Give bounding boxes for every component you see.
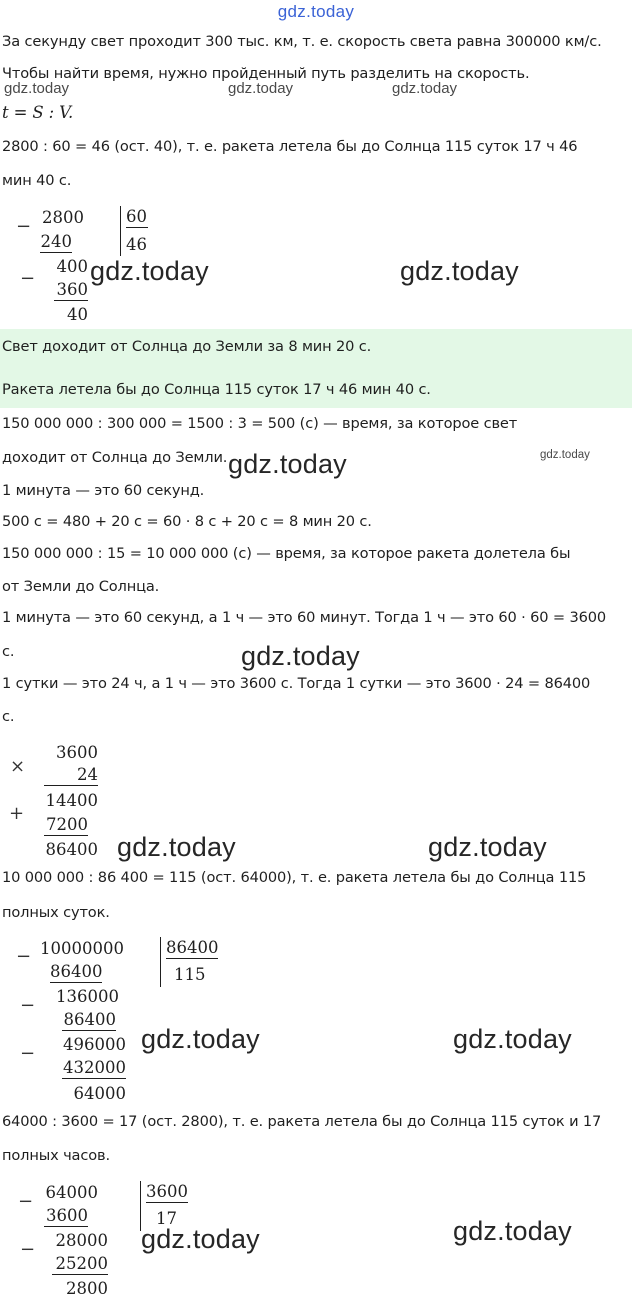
dividend: 10000000 (40, 939, 124, 958)
watermark: gdz.today (428, 832, 547, 862)
answer-rocket-time: Ракета летела бы до Солнца 115 суток 17 ч 46 мин 40 с. (2, 381, 431, 398)
text-line-2800-div-60: 2800 : 60 = 46 (ост. 40), т. е. ракета летела бы до Солнца 115 суток 17 ч 46 (2, 138, 578, 155)
subtrahend: 360 (54, 280, 88, 301)
quotient: 46 (126, 235, 147, 254)
product: 86400 (45, 840, 98, 859)
dividend: 2800 (42, 208, 84, 227)
divisor: 60 (126, 207, 147, 226)
minus-sign: − (20, 1239, 36, 1260)
text-line-light-speed: За секунду свет проходит 300 тыс. км, т. е. скорость света равна 300000 км/с. (2, 33, 602, 50)
watermark: gdz.today (241, 641, 360, 671)
division-bar (160, 937, 161, 987)
text-line-days-calc: 10 000 000 : 86 400 = 115 (ост. 64000), т. е. ракета летела бы до Солнца 115 (2, 869, 587, 886)
subtrahend: 240 (40, 232, 72, 251)
minus-sign: − (20, 1043, 36, 1064)
text-line-light-calc: 150 000 000 : 300 000 = 1500 : 3 = 500 (с) — время, за которое свет (2, 415, 518, 432)
remainder: 2800 (66, 1279, 108, 1298)
text-line-full-days: полных суток. (2, 904, 110, 921)
subtrahend: 86400 (50, 962, 103, 981)
watermark: gdz.today (453, 1216, 572, 1246)
minus-sign: − (16, 216, 32, 237)
watermark: gdz.today (540, 449, 590, 461)
minus-sign: − (16, 946, 32, 967)
quotient: 17 (156, 1209, 177, 1228)
partial-product: 14400 (45, 791, 98, 810)
watermark: gdz.today (392, 80, 458, 97)
text-line-find-time: Чтобы найти время, нужно пройденный путь разделить на скорость. (2, 65, 530, 82)
watermark: gdz.today (117, 832, 236, 862)
subtrahend: 86400 (63, 1010, 116, 1029)
watermark: gdz.today (4, 80, 70, 97)
remainder-step: 136000 (56, 987, 119, 1006)
watermark: gdz.today (228, 80, 294, 97)
plus-sign: + (9, 803, 25, 824)
text-line-hour: 1 минута — это 60 секунд, а 1 ч — это 60 минут. Тогда 1 ч — это 60 · 60 = 3600 (2, 609, 606, 626)
formula-time: t = S : V. (2, 103, 74, 122)
remainder-step: 400 (56, 257, 88, 276)
quotient: 115 (174, 965, 206, 984)
text-line-day-unit: с. (2, 708, 15, 725)
division-bar (120, 206, 121, 256)
watermark: gdz.today (228, 449, 347, 479)
subtrahend: 3600 (46, 1206, 88, 1225)
text-line-full-hours: полных часов. (2, 1147, 110, 1164)
text-line-500-sec: 500 с = 480 + 20 с = 60 · 8 с + 20 с = 8 мин 20 с. (2, 513, 372, 530)
remainder-step: 496000 (63, 1035, 126, 1054)
text-line-day: 1 сутки — это 24 ч, а 1 ч — это 3600 с. Тогда 1 сутки — это 3600 · 24 = 86400 (2, 675, 591, 692)
multiplicand: 3600 (56, 743, 98, 762)
minus-sign: − (18, 1191, 34, 1212)
divisor: 3600 (146, 1182, 188, 1201)
partial-product: 7200 (46, 815, 88, 834)
minus-sign: − (20, 995, 36, 1016)
times-sign: × (10, 756, 26, 777)
text-line-rocket-calc: 150 000 000 : 15 = 10 000 000 (с) — время, за которое ракета долетела бы (2, 545, 571, 562)
text-line-light-calc-end: доходит от Солнца до Земли. (2, 449, 228, 466)
text-line-rocket-calc-end: от Земли до Солнца. (2, 578, 160, 595)
minus-sign: − (20, 268, 36, 289)
text-line-40-sec: мин 40 с. (2, 172, 72, 189)
dividend: 64000 (45, 1183, 98, 1202)
text-line-minute: 1 минута — это 60 секунд. (2, 482, 205, 499)
divisor: 86400 (166, 938, 219, 957)
multiplier: 24 (44, 765, 98, 786)
watermark: gdz.today (141, 1224, 260, 1254)
watermark: gdz.today (141, 1024, 260, 1054)
remainder: 64000 (73, 1084, 126, 1103)
watermark-top: gdz.today (277, 2, 355, 21)
remainder-step: 28000 (55, 1231, 108, 1250)
subtrahend: 432000 (63, 1058, 126, 1077)
watermark: gdz.today (453, 1024, 572, 1054)
text-line-hour-unit: с. (2, 643, 15, 660)
text-line-hours-calc: 64000 : 3600 = 17 (ост. 2800), т. е. ракета летела бы до Солнца 115 суток и 17 (2, 1113, 602, 1130)
watermark: gdz.today (90, 256, 209, 286)
answer-light-time: Свет доходит от Солнца до Земли за 8 мин 20 с. (2, 338, 372, 355)
subtrahend: 25200 (52, 1254, 108, 1275)
watermark: gdz.today (400, 256, 519, 286)
remainder: 40 (67, 305, 88, 324)
